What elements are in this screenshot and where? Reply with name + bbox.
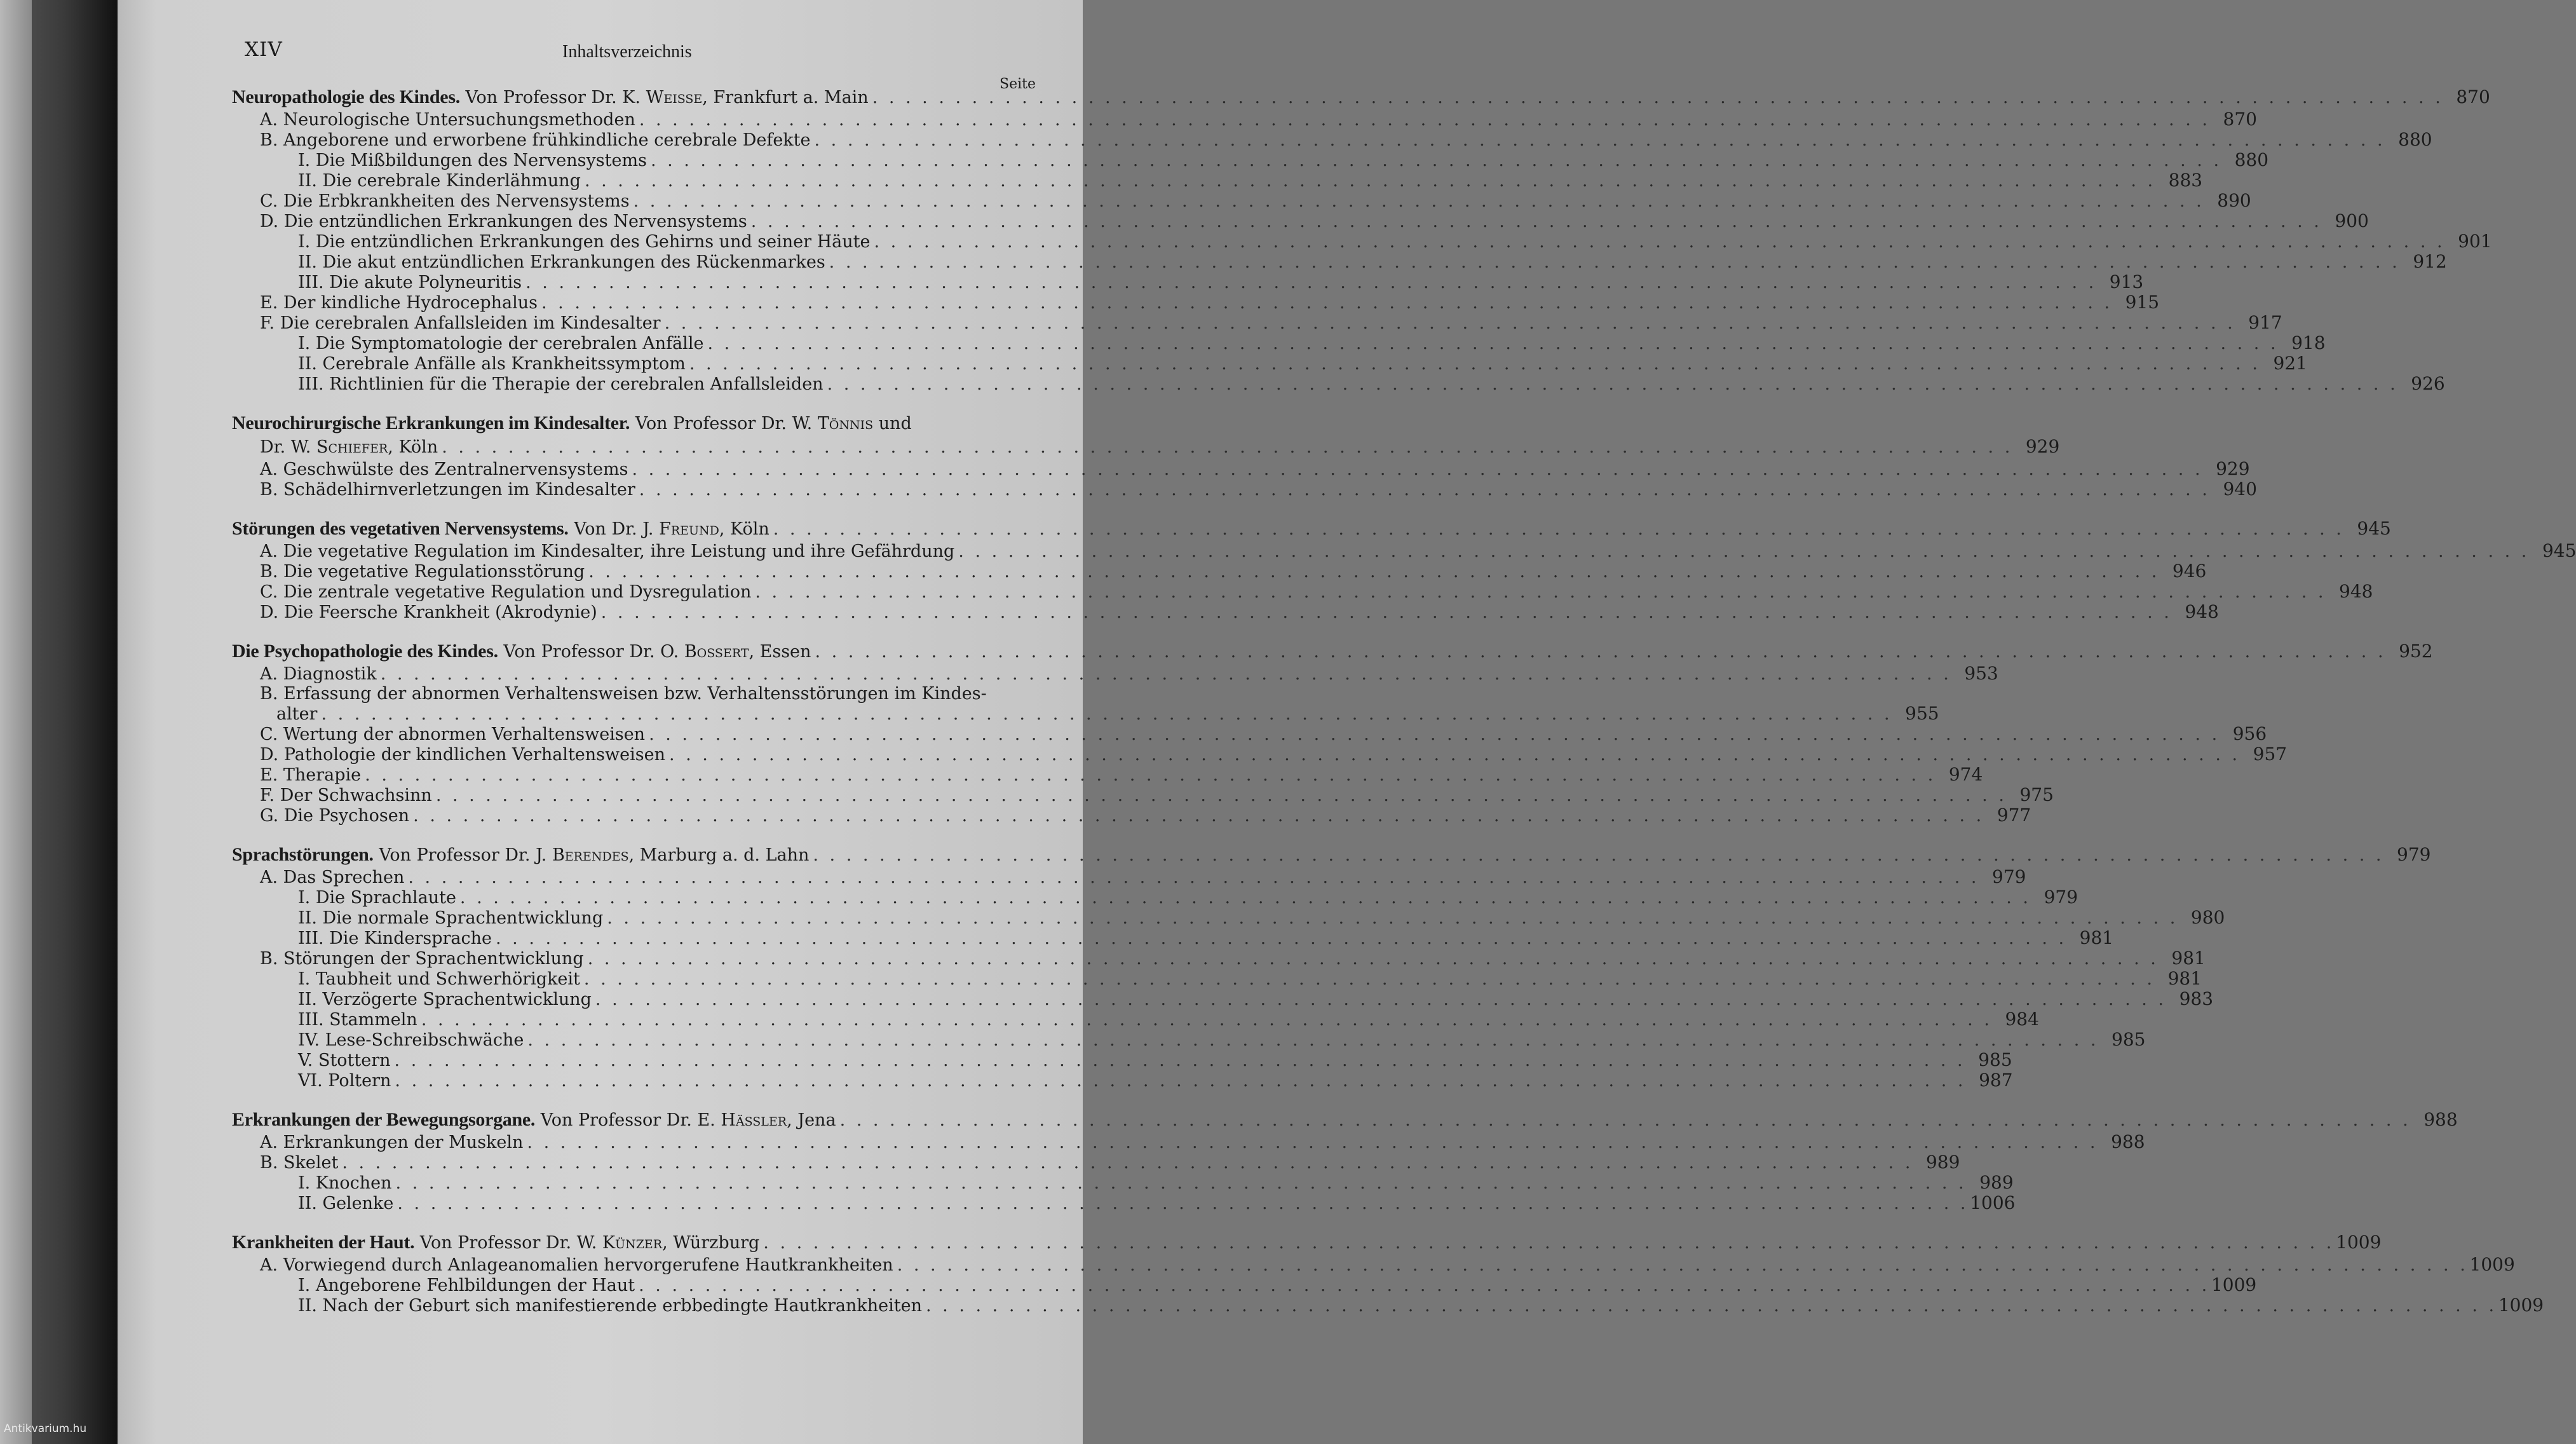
leader-dots	[585, 171, 2153, 191]
page-number: 929	[2025, 436, 2060, 457]
leader-dots	[840, 1109, 2408, 1132]
table-of-contents	[232, 86, 2576, 1316]
page-number: 983	[2179, 988, 2214, 1009]
entry-label: IV. Lese-Schreibschwäche	[298, 1030, 524, 1050]
leader-dots	[773, 518, 2342, 541]
page-number: 883	[2168, 170, 2203, 191]
page-number: 979	[2397, 844, 2431, 865]
toc-subentry	[232, 1192, 2016, 1213]
section-heading-row	[232, 435, 2060, 459]
toc-entry	[232, 805, 2031, 826]
page-number: 917	[2248, 312, 2282, 333]
page-number: 945	[2542, 540, 2576, 561]
leader-dots	[396, 1173, 1964, 1193]
leader-dots	[751, 212, 2319, 231]
toc-entry	[232, 581, 2373, 602]
author-name: Tönnis	[817, 414, 874, 433]
page-number: 979	[2044, 887, 2078, 908]
page-folio: XIV	[245, 38, 283, 61]
toc-subentry	[232, 170, 2203, 191]
page-number: 945	[2357, 518, 2391, 539]
entry-label: A. Erkrankungen der Muskeln	[260, 1133, 524, 1152]
toc-entry	[232, 540, 2576, 561]
section-title: Sprachstörungen.	[232, 844, 374, 865]
section-heading	[232, 1108, 836, 1132]
page-number: 1009	[2469, 1254, 2515, 1275]
leader-dots	[527, 1030, 2096, 1050]
page-number: 955	[1905, 703, 1939, 724]
page-number: 912	[2413, 251, 2447, 272]
section-heading	[232, 412, 912, 435]
leader-dots	[651, 151, 2219, 170]
watermark: Antikvarium.hu	[4, 1422, 87, 1435]
leader-dots	[588, 562, 2157, 582]
toc-section	[232, 86, 2492, 394]
page-number: 974	[1948, 764, 1983, 785]
leader-dots	[381, 664, 1949, 684]
page-number: 913	[2109, 271, 2144, 292]
entry-label: A. Vorwiegend durch Anlageanomalien hervorgerufene Hautkrankheiten	[260, 1255, 893, 1275]
author-affiliation: , Frankfurt a. Main	[702, 88, 869, 107]
leader-dots	[639, 1276, 2207, 1295]
page-number: 1009	[2211, 1274, 2257, 1295]
entry-label: B. Schädelhirnverletzungen im Kindesalter	[260, 480, 635, 500]
author-prefix: Von Professor Dr. W.	[414, 1233, 602, 1253]
entry-label: I. Die Symptomatologie der cerebralen Anfälle	[298, 334, 704, 353]
author-prefix: Von Professor Dr. O.	[498, 642, 684, 662]
section-title: Neurochirurgische Erkrankungen im Kindesalter.	[232, 412, 630, 433]
entry-label: II. Die akut entzündlichen Erkrankungen des Rückenmarkes	[298, 252, 825, 272]
toc-section	[232, 517, 2576, 622]
entry-label: E. Therapie	[260, 765, 362, 785]
toc-subentry	[232, 927, 2114, 948]
leader-dots	[829, 252, 2397, 272]
author-prefix: Von Professor Dr. J.	[373, 845, 552, 865]
toc-entry	[232, 129, 2432, 150]
toc-entry	[232, 1131, 2145, 1152]
toc-entry	[232, 703, 1939, 724]
toc-section	[232, 1231, 2544, 1316]
leader-dots	[763, 1232, 2331, 1255]
page-number: 940	[2223, 479, 2257, 500]
entry-label: I. Die Sprachlaute	[298, 888, 456, 908]
page-number: 880	[2234, 149, 2269, 170]
entry-label: F. Die cerebralen Anfallsleiden im Kindesalter	[260, 313, 661, 333]
leader-dots	[632, 460, 2200, 479]
page-number: 926	[2411, 373, 2445, 394]
toc-subentry	[232, 1274, 2257, 1295]
section-title: Erkrankungen der Bewegungsorgane.	[232, 1109, 536, 1130]
page-number: 890	[2217, 190, 2251, 211]
toc-entry	[232, 561, 2207, 582]
page-number: 952	[2399, 641, 2433, 662]
toc-entry	[232, 723, 2267, 744]
toc-entry	[232, 479, 2257, 500]
entry-label: A. Neurologische Untersuchungsmethoden	[260, 110, 635, 130]
leader-dots	[584, 969, 2152, 989]
page-number: 985	[2112, 1029, 2146, 1050]
leader-dots	[395, 1071, 1963, 1091]
leader-dots	[395, 1051, 1963, 1070]
author-prefix: Von Dr. J.	[568, 519, 660, 539]
entry-label: I. Die Mißbildungen des Nervensystems	[298, 151, 647, 170]
entry-label: A. Die vegetative Regulation im Kindesalter, ihre Leistung und ihre Gefährdung	[260, 542, 955, 561]
author-affiliation: , Köln	[388, 437, 438, 457]
section-heading-row	[232, 517, 2391, 541]
leader-dots	[815, 130, 2383, 150]
page-number: 985	[1978, 1049, 2012, 1070]
page-number: 1009	[2336, 1232, 2382, 1253]
leader-dots	[601, 603, 2169, 622]
entry-label: I. Knochen	[298, 1173, 392, 1193]
page-number: 870	[2223, 109, 2257, 130]
toc-subentry	[232, 1029, 2146, 1050]
leader-dots	[755, 582, 2323, 602]
leader-dots	[541, 293, 2110, 313]
leader-dots	[815, 641, 2383, 664]
toc-entry	[232, 1152, 1960, 1173]
page-number: 929	[2216, 458, 2250, 479]
leader-dots	[588, 949, 2156, 969]
page-number: 901	[2458, 231, 2492, 252]
leader-dots	[607, 908, 2175, 928]
page-number: 989	[1979, 1172, 2014, 1193]
entry-label: B. Störungen der Sprachentwicklung	[260, 949, 584, 969]
toc-subentry	[232, 251, 2447, 272]
section-heading	[232, 86, 869, 109]
author-affiliation: , Würzburg	[662, 1233, 760, 1253]
toc-entry	[232, 210, 2369, 231]
page-number: 977	[1996, 805, 2031, 826]
entry-label: II. Die normale Sprachentwicklung	[298, 908, 604, 928]
leader-dots	[525, 273, 2094, 292]
section-heading-row	[232, 640, 2433, 664]
author-affiliation: , Köln	[719, 519, 769, 539]
entry-label: I. Angeborene Fehlbildungen der Haut	[298, 1276, 635, 1295]
entry-label: III. Die akute Polyneuritis	[298, 273, 522, 292]
leader-dots	[413, 806, 1981, 826]
section-heading-row	[232, 1231, 2382, 1255]
toc-subentry	[232, 1070, 2013, 1091]
entry-label: II. Verzögerte Sprachentwicklung	[298, 990, 592, 1009]
leader-dots	[897, 1255, 2465, 1275]
entry-label: B. Die vegetative Regulationsstörung	[260, 562, 585, 582]
section-title: Störungen des vegetativen Nervensystems.	[232, 518, 569, 539]
page-number: 981	[2171, 948, 2206, 969]
entry-label: B. Erfassung der abnormen Verhaltensweisen bzw. Verhaltensstörungen im Kindes-	[260, 684, 987, 704]
entry-label: VI. Poltern	[298, 1071, 391, 1091]
page-number: 981	[2079, 927, 2114, 948]
toc-subentry	[232, 1049, 2012, 1070]
leader-dots	[813, 844, 2381, 867]
author-name: Bossert	[684, 642, 749, 662]
leader-dots	[649, 725, 2217, 744]
author-prefix: Von Professor Dr. W.	[630, 414, 818, 433]
entry-label: alter	[276, 704, 318, 724]
page-number: 948	[2339, 581, 2373, 602]
entry-label: III. Die Kindersprache	[298, 929, 492, 948]
section-title: Krankheiten der Haut.	[232, 1232, 415, 1253]
page-number: 870	[2456, 86, 2490, 107]
toc-subentry	[232, 968, 2202, 989]
page-number: 987	[1979, 1070, 2013, 1091]
entry-label: II. Nach der Geburt sich manifestierende erbbedingte Hautkrankheiten	[298, 1296, 922, 1316]
toc-subentry	[232, 149, 2269, 170]
toc-entry	[232, 458, 2250, 479]
leader-dots	[707, 334, 2275, 353]
page-number: 918	[2291, 332, 2326, 353]
toc-entry	[232, 744, 2288, 765]
section-heading	[232, 517, 769, 541]
page-number: 979	[1992, 866, 2026, 887]
leader-dots	[872, 86, 2441, 109]
toc-entry	[232, 292, 2160, 313]
section-heading	[260, 436, 438, 459]
section-heading-row	[232, 86, 2490, 109]
toc-subentry	[232, 373, 2445, 394]
page-number: 989	[1925, 1152, 1960, 1173]
entry-label: F. Der Schwachsinn	[260, 786, 432, 805]
leader-dots	[689, 354, 2258, 374]
toc-entry	[232, 312, 2282, 333]
entry-label: A. Geschwülste des Zentralnervensystems	[260, 460, 628, 479]
leader-dots	[827, 374, 2396, 394]
author-name: Weisse	[646, 88, 703, 107]
toc-entry	[232, 663, 1998, 684]
leader-dots	[321, 704, 1889, 724]
leader-dots	[634, 191, 2202, 211]
page-number: 981	[2167, 968, 2202, 989]
toc-subentry	[232, 988, 2214, 1009]
toc-section	[232, 843, 2431, 1091]
page-number: 988	[2111, 1131, 2145, 1152]
section-heading	[232, 843, 809, 867]
author-affiliation: , Marburg a. d. Lahn	[628, 845, 810, 865]
page-number: 975	[2019, 784, 2054, 805]
section-heading-row	[232, 843, 2431, 867]
toc-subentry	[232, 1172, 2014, 1193]
toc-section	[232, 640, 2433, 826]
section-heading	[232, 640, 811, 664]
entry-label: E. Der kindliche Hydrocephalus	[260, 293, 538, 313]
book-page	[118, 0, 2576, 1444]
leader-dots	[639, 110, 2207, 130]
toc-entry	[232, 948, 2206, 969]
toc-section	[232, 1108, 2458, 1213]
entry-label: A. Diagnostik	[260, 664, 377, 684]
toc-entry	[232, 1254, 2515, 1275]
leader-dots	[926, 1296, 2494, 1316]
leader-dots	[639, 480, 2207, 500]
author-name: Schiefer	[316, 437, 388, 457]
entry-label: I. Taubheit und Schwerhörigkeit	[298, 969, 580, 989]
entry-label: III. Richtlinien für die Therapie der cerebralen Anfallsleiden	[298, 374, 824, 394]
author-affiliation: , Essen	[749, 642, 811, 662]
entry-label: II. Cerebrale Anfälle als Krankheitssymptom	[298, 354, 686, 374]
seite-column-label: Seite	[1000, 76, 1036, 92]
page-number: 1009	[2498, 1295, 2544, 1316]
entry-label: C. Wertung der abnormen Verhaltensweisen	[260, 725, 646, 744]
leader-dots	[365, 765, 1933, 785]
leader-dots	[342, 1153, 1910, 1173]
leader-dots	[665, 313, 2233, 333]
toc-entry	[232, 109, 2257, 130]
toc-subentry	[232, 887, 2078, 908]
entry-label: D. Die entzündlichen Erkrankungen des Nervensystems	[260, 212, 747, 231]
page-number: 953	[1964, 663, 1998, 684]
page-number: 980	[2190, 907, 2225, 928]
running-head	[118, 38, 1083, 64]
leader-dots	[460, 888, 2028, 908]
entry-label: II. Die cerebrale Kinderlähmung	[298, 171, 581, 191]
toc-section	[232, 412, 2257, 500]
page-number: 948	[2185, 601, 2219, 622]
toc-subentry	[232, 271, 2144, 292]
author-prefix: Dr. W.	[260, 437, 316, 457]
entry-label: D. Die Feersche Krankheit (Akrodynie)	[260, 603, 597, 622]
toc-subentry	[232, 1295, 2544, 1316]
toc-subentry	[232, 332, 2326, 353]
section-heading-row	[232, 412, 972, 435]
author-name: Freund	[659, 519, 719, 539]
leader-dots	[874, 232, 2443, 252]
toc-subentry	[232, 907, 2225, 928]
page-number: 984	[2005, 1009, 2039, 1030]
page-number: 921	[2273, 353, 2307, 374]
page-number: 1006	[1970, 1192, 2016, 1213]
author-name: Berendes	[552, 845, 629, 865]
author-prefix: Von Professor Dr. E.	[535, 1110, 721, 1130]
page-number: 880	[2398, 129, 2432, 150]
entry-label: G. Die Psychosen	[260, 806, 410, 826]
author-affiliation: , Jena	[787, 1110, 836, 1130]
page-number: 957	[2253, 744, 2288, 765]
entry-label: A. Das Sprechen	[260, 868, 405, 887]
page-number: 956	[2232, 723, 2267, 744]
page-number: 988	[2423, 1109, 2458, 1130]
toc-entry	[232, 866, 2026, 887]
entry-label: B. Angeborene und erworbene frühkindliche cerebrale Defekte	[260, 130, 811, 150]
leader-dots	[442, 436, 2010, 459]
entry-label: I. Die entzündlichen Erkrankungen des Gehirns und seiner Häute	[298, 232, 871, 252]
running-head-title: Inhaltsverzeichnis	[562, 42, 692, 62]
toc-subentry	[232, 1009, 2039, 1030]
toc-subentry	[232, 353, 2307, 374]
entry-label: C. Die zentrale vegetative Regulation und Dysregulation	[260, 582, 752, 602]
entry-label: II. Gelenke	[298, 1194, 394, 1213]
leader-dots	[669, 745, 2237, 765]
entry-label: D. Pathologie der kindlichen Verhaltensweisen	[260, 745, 665, 765]
entry-label: III. Stammeln	[298, 1010, 417, 1030]
entry-label: V. Stottern	[298, 1051, 391, 1070]
section-title: Die Psychopathologie des Kindes.	[232, 641, 498, 662]
toc-subentry	[232, 231, 2492, 252]
toc-entry	[232, 784, 2054, 805]
leader-dots	[595, 990, 2164, 1009]
leader-dots	[436, 786, 2004, 805]
leader-dots	[397, 1194, 1965, 1213]
leader-dots	[958, 542, 2526, 561]
leader-dots	[421, 1010, 1990, 1030]
toc-entry	[232, 684, 987, 704]
leader-dots	[527, 1133, 2095, 1152]
toc-entry	[232, 190, 2251, 211]
author-name: Hässler	[721, 1110, 787, 1130]
entry-label: B. Skelet	[260, 1153, 339, 1173]
page-number: 915	[2125, 292, 2160, 313]
entry-label: C. Die Erbkrankheiten des Nervensystems	[260, 191, 630, 211]
book-edge	[0, 0, 32, 1444]
toc-entry	[232, 764, 1983, 785]
toc-entry	[232, 601, 2219, 622]
author-name: Künzer	[602, 1233, 663, 1253]
section-heading	[232, 1231, 759, 1255]
leader-dots	[496, 929, 2064, 948]
author-affiliation: und	[873, 414, 912, 433]
section-title: Neuropathologie des Kindes.	[232, 86, 460, 107]
author-prefix: Von Professor Dr. K.	[459, 88, 646, 107]
leader-dots	[408, 868, 1976, 887]
page-number: 900	[2335, 210, 2369, 231]
page-number: 946	[2172, 561, 2207, 582]
section-heading-row	[232, 1108, 2458, 1132]
